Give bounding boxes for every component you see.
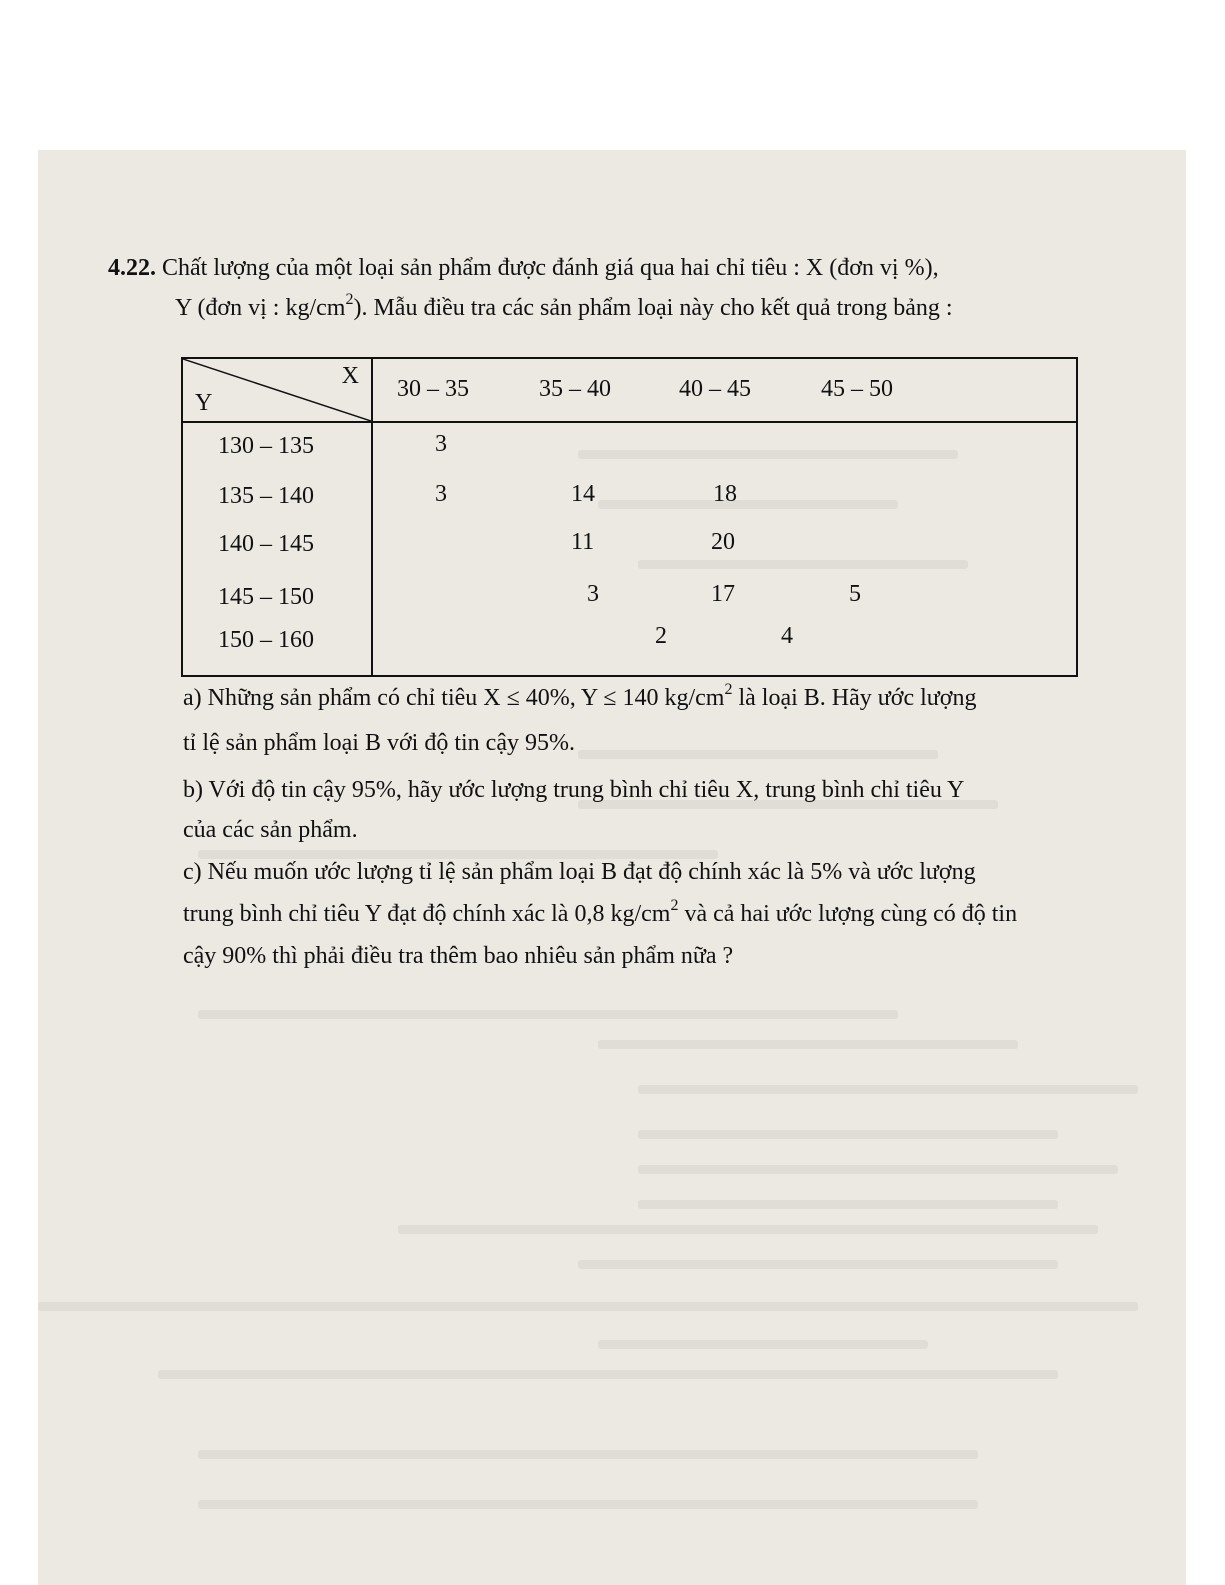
cell-value: 17 <box>711 581 735 607</box>
y-label: 150 – 160 <box>218 627 314 653</box>
values-area <box>372 422 1077 676</box>
table-body-row <box>182 422 1077 676</box>
cell-value: 20 <box>711 529 735 555</box>
x-header: 30 – 35 <box>397 376 469 402</box>
corner-x-label: X <box>341 363 359 389</box>
y-label: 130 – 135 <box>218 433 314 459</box>
y-label: 135 – 140 <box>218 483 314 509</box>
question-a-line-1: a) Những sản phẩm có chỉ tiêu X ≤ 40%, Y ≤ 140 $kg/cm^2$ là loại B. Hãy ước lượng <box>183 680 977 711</box>
cell-value: 4 <box>781 623 793 649</box>
corner-y-label: Y <box>195 390 213 416</box>
cell-value: 5 <box>849 581 861 607</box>
y-label: 140 – 145 <box>218 531 314 557</box>
question-b-line-2: của các sản phẩm. <box>183 817 358 843</box>
problem-statement-line-1: 4.22. Chất lượng của một loại sản phẩm được đánh giá qua hai chỉ tiêu : X (đơn vị %), <box>108 255 939 281</box>
corner-cell <box>182 358 372 422</box>
y-label-column <box>182 422 372 676</box>
x-header-cells <box>372 358 1077 422</box>
data-table <box>181 357 1078 677</box>
table-header-row <box>182 358 1077 422</box>
cell-value: 18 <box>713 481 737 507</box>
scanned-page <box>38 150 1186 1585</box>
question-a-line-2: tỉ lệ sản phẩm loại B với độ tin cậy 95%. <box>183 730 575 756</box>
cell-value: 3 <box>435 481 447 507</box>
y-label: 145 – 150 <box>218 584 314 610</box>
cell-value: 3 <box>587 581 599 607</box>
question-c-line-2: trung bình chỉ tiêu Y đạt độ chính xác là 0,8 $kg/cm^2$ và cả hai ước lượng cùng có độ tin <box>183 896 1018 927</box>
x-header: 45 – 50 <box>821 376 893 402</box>
cell-value: 11 <box>571 529 595 555</box>
x-header: 40 – 45 <box>679 376 751 402</box>
problem-statement-line-2: Y (đơn vị : $kg/cm^2$). Mẫu điều tra các sản phẩm loại này cho kết quả trong bảng : <box>175 290 953 321</box>
question-b-line-1: b) Với độ tin cậy 95%, hãy ước lượng trung bình chỉ tiêu X, trung bình chỉ tiêu Y <box>183 777 965 803</box>
cell-value: 3 <box>435 431 447 457</box>
cell-value: 14 <box>571 481 595 507</box>
question-c-line-3: cậy 90% thì phải điều tra thêm bao nhiêu sản phẩm nữa ? <box>183 943 734 969</box>
cell-value: 2 <box>655 623 667 649</box>
problem-number: 4.22. <box>108 255 156 281</box>
x-header: 35 – 40 <box>539 376 611 402</box>
question-c-line-1: c) Nếu muốn ước lượng tỉ lệ sản phẩm loại B đạt độ chính xác là 5% và ước lượng <box>183 859 976 885</box>
